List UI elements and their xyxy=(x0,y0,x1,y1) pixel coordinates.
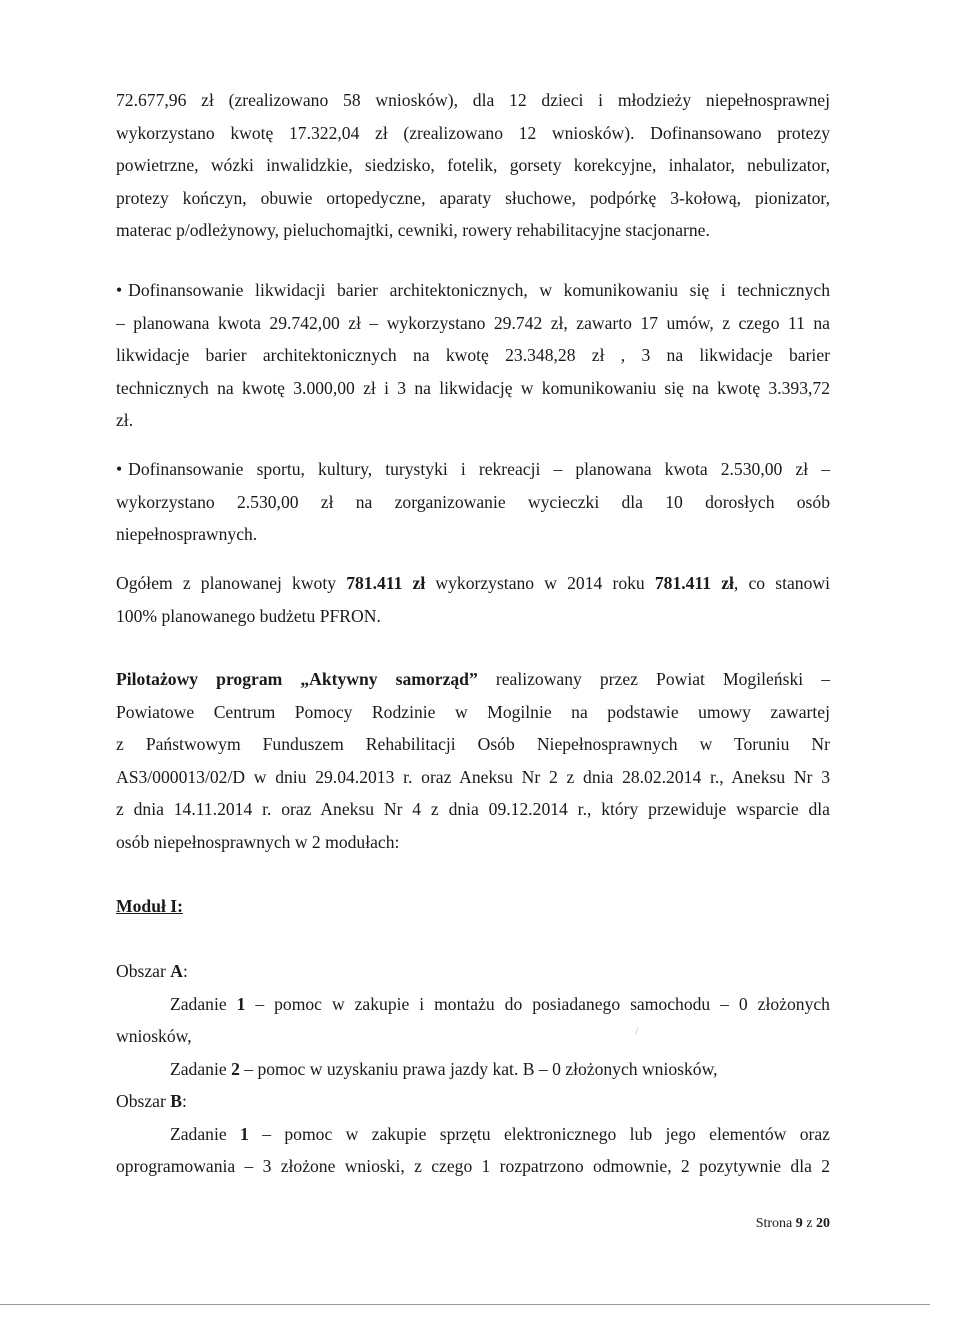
text-line: AS3/000013/02/D w dniu 29.04.2013 r. oraz Aneksu Nr 2 z dnia 28.02.2014 r., Aneksu Nr 3 xyxy=(116,766,830,787)
bullet-icon: • xyxy=(116,459,123,479)
area-b-label xyxy=(116,1085,830,1118)
amount-planned: 781.411 zł xyxy=(346,573,426,593)
text-span: Dofinansowanie sportu, kultury, turystyki i rekreacji – planowana kwota 2.530,00 zł – xyxy=(128,459,830,479)
area-a-label xyxy=(116,955,830,988)
text-line xyxy=(116,988,830,1021)
text-line: 100% planowanego budżetu PFRON. xyxy=(116,605,381,626)
section-heading xyxy=(116,890,830,923)
task-number: 1 xyxy=(240,1123,249,1144)
text-line xyxy=(116,663,830,696)
current-page: 9 xyxy=(795,1216,803,1231)
text-line xyxy=(116,1053,830,1086)
text-line: powietrzne, wózki inwalidzkie, siedzisko, fotelik, gorsety korekcyjne, inhalator, nebulizator, xyxy=(116,155,830,175)
task-number: 1 xyxy=(236,993,246,1014)
text-line: wykorzystano kwotę 17.322,04 zł (zrealizowano 12 wniosków). Dofinansowano protezy xyxy=(116,122,830,143)
text-span: – pomoc w zakupie sprzętu elektronicznego lub jego elementów oraz xyxy=(248,1123,830,1144)
text-span: Dofinansowanie likwidacji barier architektonicznych, w komunikowaniu się i technicznych xyxy=(128,280,830,300)
scan-edge-line xyxy=(0,1304,930,1305)
text-line: Powiatowe Centrum Pomocy Rodzinie w Mogilnie na podstawie umowy zawartej xyxy=(116,701,830,722)
text-line: z Państwowym Funduszem Rehabilitacji Osób Niepełnosprawnych w Toruniu Nr xyxy=(116,734,830,754)
text-line: protezy kończyn, obuwie ortopedyczne, aparaty słuchowe, podpórkę 3-kołową, pionizator, xyxy=(116,187,830,208)
text-line xyxy=(116,1118,830,1151)
text-span: Zadanie xyxy=(170,993,237,1014)
module-title: Moduł I: xyxy=(116,896,183,916)
page-number xyxy=(756,1216,830,1232)
paragraph-total xyxy=(116,567,830,632)
text-line: oprogramowania – 3 złożone wnioski, z czego 1 rozpatrzono odmownie, 2 pozytywnie dla 2 xyxy=(116,1156,830,1176)
text-line: z dnia 14.11.2014 r. oraz Aneksu Nr 4 z dnia 09.12.2014 r., który przewiduje wsparcie dla xyxy=(116,799,830,819)
task-number: 2 xyxy=(231,1058,240,1079)
text-line xyxy=(116,453,830,486)
scan-mark: / xyxy=(635,1024,639,1038)
text-span: : xyxy=(182,961,188,981)
text-line: likwidacje barier architektonicznych na kwotę 23.348,28 zł , 3 na likwidacje barier xyxy=(116,345,830,365)
text-span: Obszar xyxy=(116,1091,171,1111)
amount-used: 781.411 zł xyxy=(654,573,734,593)
text-line xyxy=(116,274,830,307)
paragraph-program xyxy=(116,663,830,858)
text-line: osób niepełnosprawnych w 2 modułach: xyxy=(116,831,400,852)
text-line xyxy=(116,567,830,600)
text-span: – pomoc w uzyskaniu prawa jazdy kat. B – 0 złożonych wniosków, xyxy=(239,1058,718,1079)
total-pages: 20 xyxy=(816,1216,830,1231)
text-line: materac p/odleżynowy, pieluchomajtki, cewniki, rowery rehabilitacyjne stacjonarne. xyxy=(116,220,710,240)
area-letter: A xyxy=(170,961,183,981)
text-span: z xyxy=(802,1216,816,1231)
text-span: Ogółem z planowanej kwoty xyxy=(116,573,347,593)
program-title: Pilotażowy program „Aktywny samorząd” xyxy=(116,669,478,689)
text-span: , co stanowi xyxy=(733,573,830,593)
bullet-icon: • xyxy=(116,280,123,300)
text-line: technicznych na kwotę 3.000,00 zł i 3 na likwidację w komunikowaniu się na kwotę 3.393,72 xyxy=(116,377,830,398)
text-line: wykorzystano 2.530,00 zł na zorganizowanie wycieczki dla 10 dorosłych osób xyxy=(116,491,830,512)
text-span: : xyxy=(181,1091,187,1111)
text-line: 72.677,96 zł (zrealizowano 58 wniosków), dla 12 dzieci i młodzieży niepełnosprawnej xyxy=(116,90,830,110)
text-line: wniosków, xyxy=(116,1026,192,1046)
text-span: Obszar xyxy=(116,961,171,981)
text-span: realizowany przez Powiat Mogileński – xyxy=(477,669,830,689)
text-span: wykorzystano w 2014 roku xyxy=(425,573,655,593)
text-span: – pomoc w zakupie i montażu do posiadanego samochodu – 0 złożonych xyxy=(245,993,830,1014)
text-line: zł. xyxy=(116,410,134,430)
area-letter: B xyxy=(170,1091,182,1111)
paragraph-barriers xyxy=(116,274,830,437)
paragraph-sport xyxy=(116,453,830,551)
text-span: Strona xyxy=(755,1216,796,1231)
area-a-block xyxy=(116,955,830,1183)
paragraph-aids xyxy=(116,84,830,247)
text-line: niepełnosprawnych. xyxy=(116,524,258,544)
text-span: Zadanie xyxy=(170,1123,241,1144)
text-line: – planowana kwota 29.742,00 zł – wykorzystano 29.742 zł, zawarto 17 umów, z czego 11 na xyxy=(116,312,830,333)
text-span: Zadanie xyxy=(170,1058,232,1079)
